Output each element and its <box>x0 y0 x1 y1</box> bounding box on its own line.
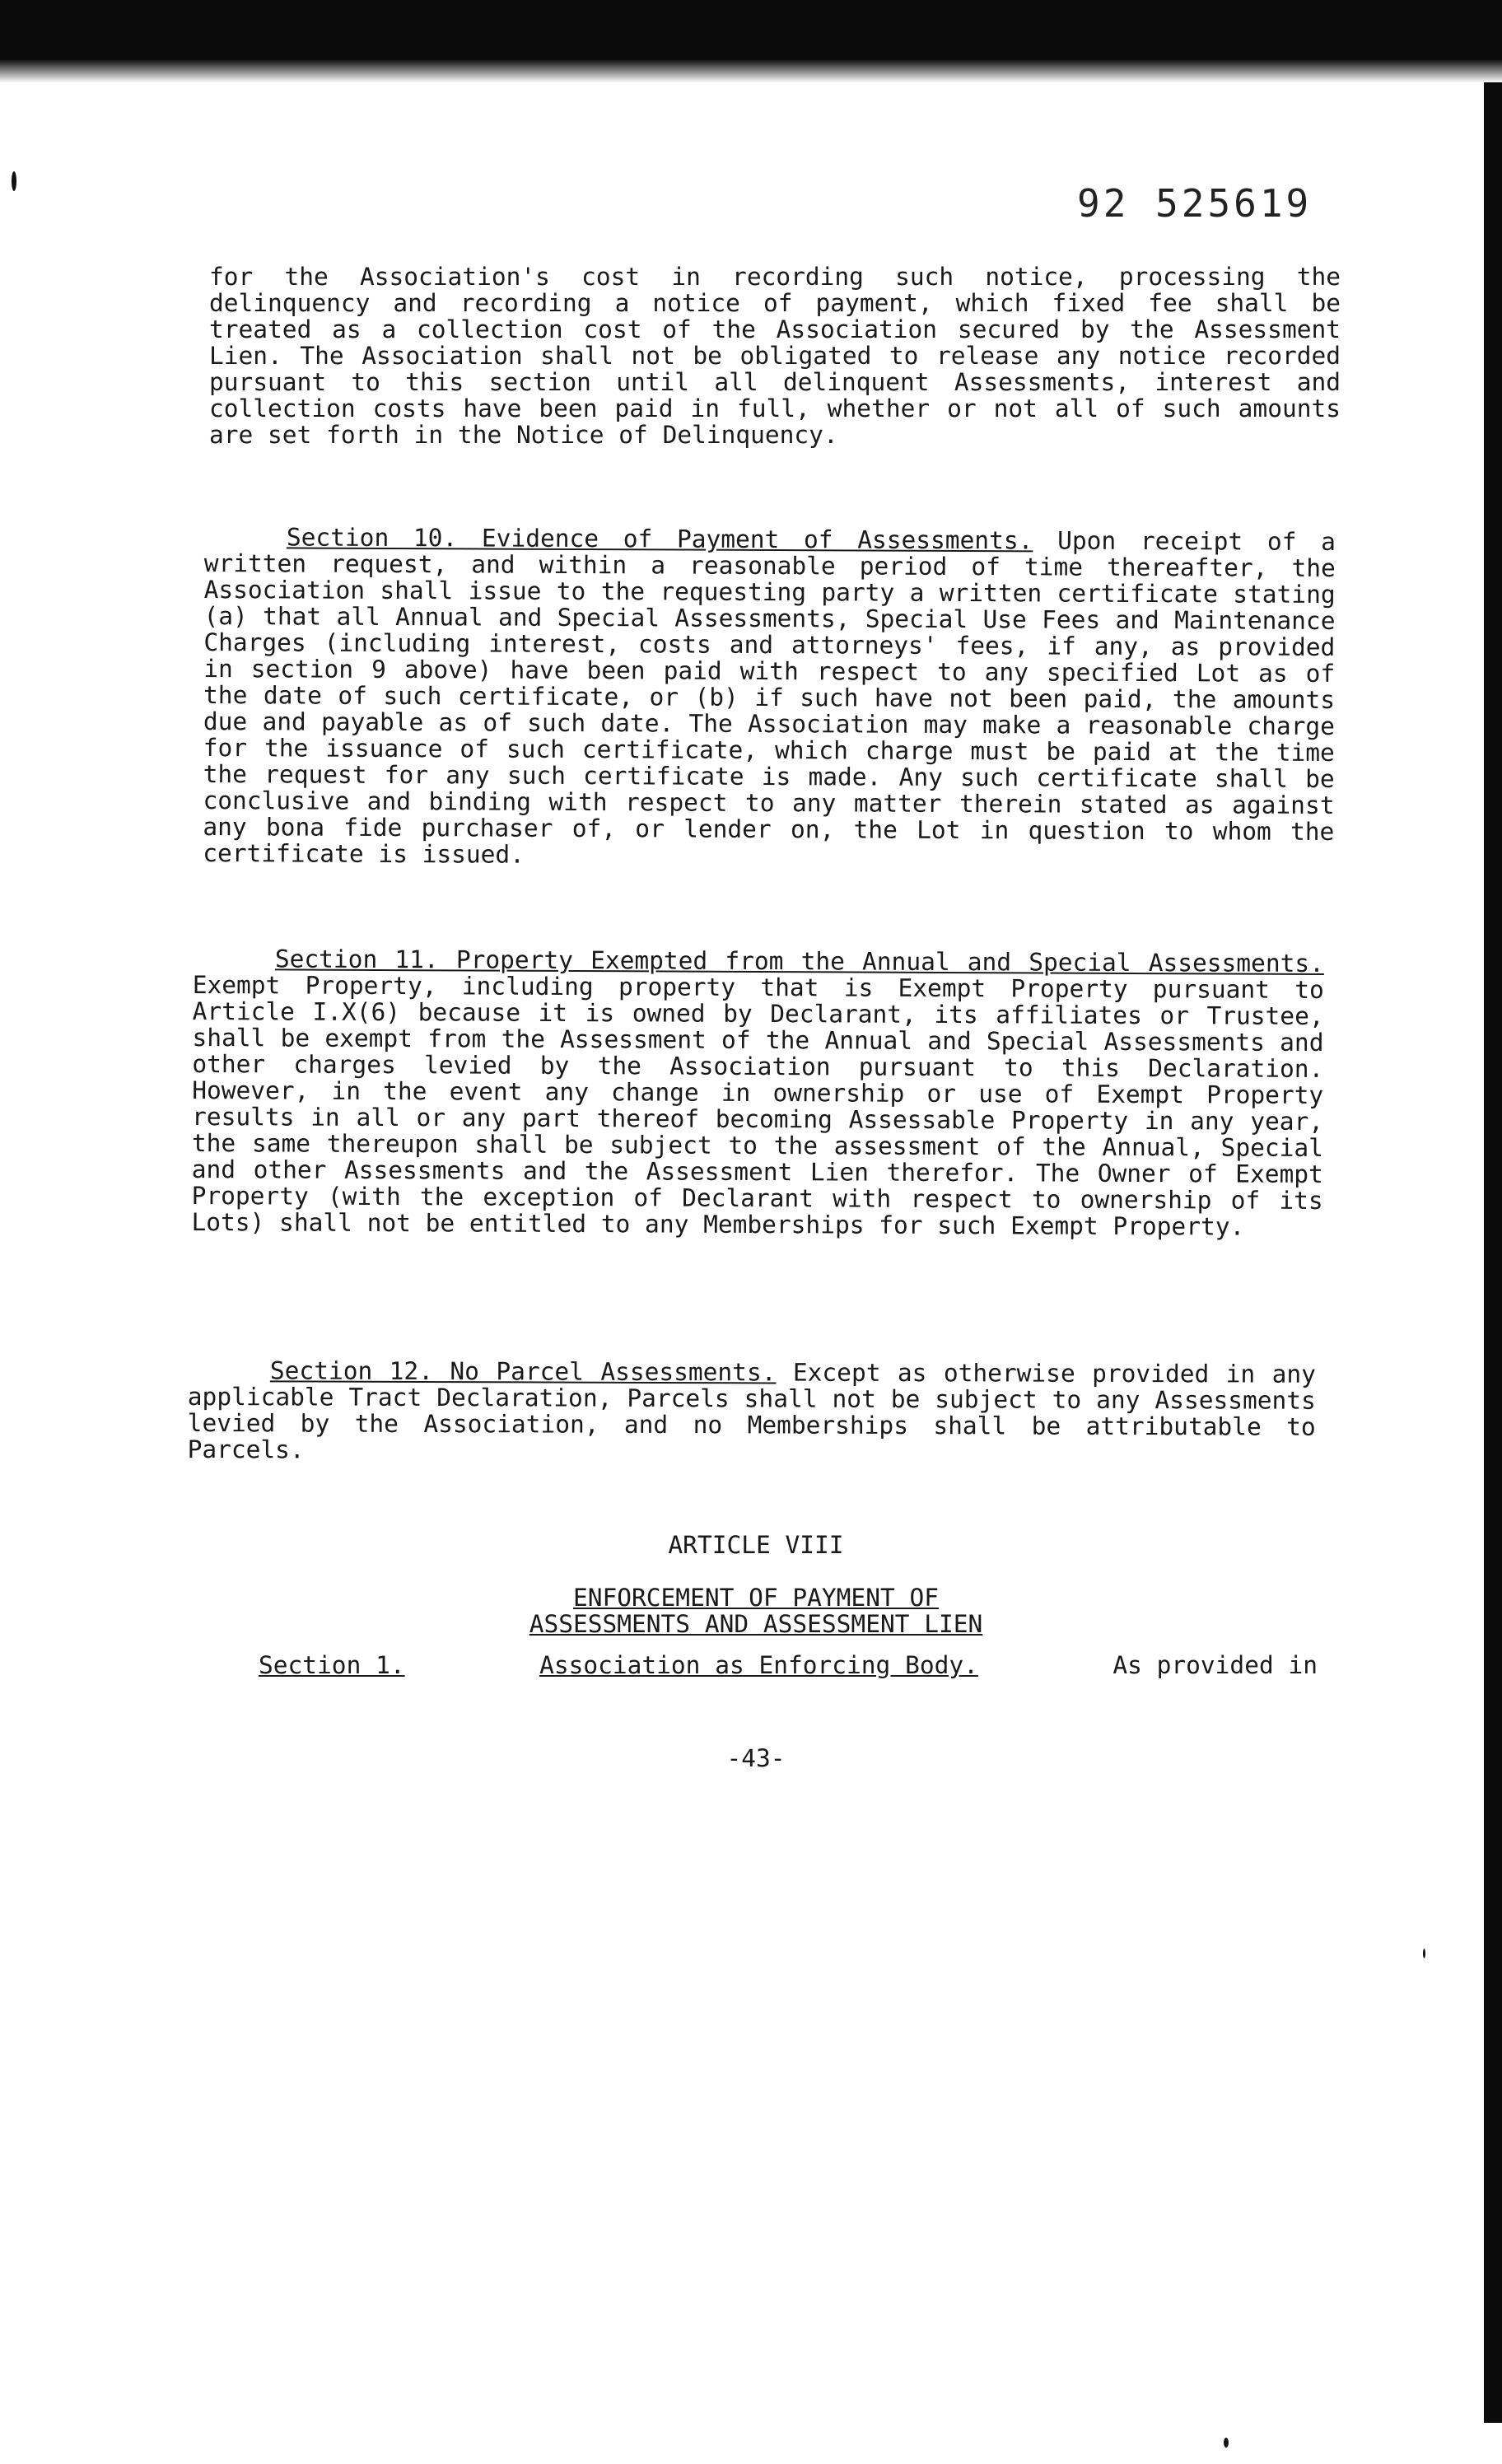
section-12-text: Except as otherwise provided in any applicable Tract Declaration, Parcels shall not be subject to any Assessments levied by the Association, and no Memberships shall be attributable to Parcels. <box>187 1358 1316 1464</box>
section-10-text: Upon receipt of a written request, and within a reasonable period of time thereafter, the Association shall issue to the requesting party a written certificate stating (a) that all Annual and Special Assessments, Special Use Fees and Maintenance Charges (including interest, costs and attorneys' fees, if any, as provided in section 9 above) have been paid with respect to any specified Lot as of the date of such certificate, or (b) if such have not been paid, the amounts due and payable as of such date. The Association may make a reasonable charge for the issuance of such certificate, which charge must be paid at the time the request for any such certificate is made. Any such certificate shall be conclusive and binding with respect to any matter therein stated as against any bona fide purchaser of, or lender on, the Lot in question to whom the certificate is issued. <box>203 526 1336 869</box>
section-12 <box>188 1357 1316 1467</box>
section-11-heading: Section 11. Property Exempted from the Annual and Special Assessments. <box>274 945 1324 978</box>
section-11 <box>191 945 1324 1240</box>
section-10-heading: Section 10. Evidence of Payment of Assessments. <box>286 523 1033 555</box>
scan-right-border <box>1484 82 1502 2464</box>
article-heading-line-2: ASSESSMENTS AND ASSESSMENT LIEN <box>529 1610 983 1638</box>
document-number: 92 525619 <box>1077 181 1313 226</box>
section-11-text: Exempt Property, including property that is Exempt Property pursuant to Article I.X(6) because it is owned by Declarant, its affiliates or Trustee, shall be exempt from the Assessment of the Annual and Special Assessments and other charges levied by the Association pursuant to this Declaration. However, in the event any change in ownership or use of Exempt Property results in all or any part thereof becoming Assessable Property in any year, the same thereupon shall be subject to the assessment of the Annual, Special and other Assessments and the Assessment Lien therefor. The Owner of Exempt Property (with the exception of Declarant with respect to ownership of its Lots) shall not be entitled to any Memberships for such Exempt Property. <box>191 970 1324 1241</box>
article-section-1-text: As provided in <box>1113 1651 1318 1679</box>
article-section-1-label: Section 1. <box>259 1651 405 1679</box>
article-section-1-heading: Association as Enforcing Body. <box>539 1651 978 1679</box>
scan-speck <box>12 171 16 191</box>
scan-speck <box>1224 2438 1229 2448</box>
article-heading-line-1: ENFORCEMENT OF PAYMENT OF <box>572 1584 939 1612</box>
section-10 <box>203 524 1336 871</box>
section-12-heading: Section 12. No Parcel Assessments. <box>269 1356 777 1387</box>
article-title: ARTICLE VIII <box>668 1531 844 1559</box>
page-number: -43- <box>726 1744 786 1772</box>
scan-speck <box>1423 1948 1425 1958</box>
paragraph-continuation: for the Association's cost in recording such notice, processing the delinquency and recording a notice of payment, which fixed fee shall be treated as a collection cost of the Association secured by the Assessment Lien. The Association shall not be obligated to release any notice recorded pursuant to this section until all delinquent Assessments, interest and collection costs have been paid in full, whether or not all of such amounts are set forth in the Notice of Delinquency. <box>209 263 1341 449</box>
scan-bottom-area <box>0 2423 1502 2464</box>
article-section-1 <box>259 1652 1318 1678</box>
scan-top-border <box>0 0 1502 82</box>
